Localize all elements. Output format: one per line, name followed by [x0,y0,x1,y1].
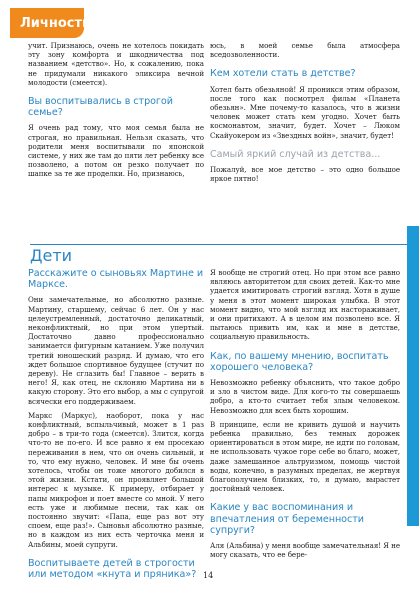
paragraph: Я вообще не строгий отец. Но при этом все равно являюсь авторитетом для своих детей. Как-то мне удается имитировать строгий взгляд. Хотя в душе у меня в этот момент широкая улыбка. В этот момент видно, что мой взгляд их настораживает, и они притихают. А в целом им позволено все. Я пытаюсь привить им, как и мне в детстве, социальную правильность. [210,268,400,342]
column-2 [210,41,400,188]
paragraph: Маркс (Маркус), наоборот, пока у нас конфликтный, вспыльчивый, может в 1 раз добро – в три-то года (смеется). Злится, когда что-то не по-его. И все равно я ем просекаю переживания в нем, что он очень сильный, и то, что ему нужно, человек. И мне бы очень хотелось, чтобы он тоже многого добился в этой жизни. Кстати, он проявляет большой интерес к музыке. К примеру, отбирает у папы микрофон и поет вместе со мной. У него есть уже и любимые песни, так как он постоянно звучит: «Папа, еще раз вот эту споем, еще раз!». Сыновья абсолютно разные, но в каждом из них есть черточка меня и Альбины, моей супруги. [28,410,204,549]
question-heading: Как, по вашему мнению, воспитать хорошего человека? [210,350,389,373]
question-heading: Самый яркий случай из детства... [210,148,381,160]
side-tab [407,226,419,526]
paragraph: Пожалуй, все мое детство – это одно большое яркое пятно! [210,165,400,184]
paragraph: В принципе, если не кривить душой и научить ребенка правильно, без темных дорожек ориентироваться в этом мире, не идти по головам, не использовать чужое горе себе во благо, может, даже замешанное альтруизмом, помощь чистой воды, конечно, в разумных пределах, не жертвуя благополучием близких, то, я думаю, вырастет достойный человек. [210,419,400,494]
column-3 [28,268,204,585]
column-4 [210,268,400,564]
section-badge-label: Личность [20,15,91,31]
paragraph: юсь, в моей семье была атмосфера вседозволенности. [210,41,400,60]
section-divider [30,244,419,245]
question-heading: Воспитываете детей в строгости или методом «кнута и пряника»? [28,557,197,581]
question-heading: Кем хотели стать в детстве? [210,68,356,80]
page-number: 14 [203,571,214,580]
question-heading: Какие у вас воспоминания и впечатления от беременности супруги? [210,502,364,536]
question-heading: Расскажите о сыновьях Мартине и Марксе. [28,268,204,291]
paragraph: Я очень рад тому, что моя семья была не строгая, но правильная. Нельзя сказать, что родители меня воспитывали по японской системе, у них же там до пяти лет ребенку все позволено, а потом он резко получает по шапке за те же проделки. Но, признаюсь, [28,123,204,179]
paragraph: Невозможно ребенку объяснить, что такое добро и зло в чистом виде. Для кого-то ты совершаешь добро, а кто-то считает тебя злым человеком. Невозможно для всех быть хорошим. [210,378,400,415]
column-1 [28,41,204,184]
paragraph: учит. Признаюсь, очень не хотелось покидать эту зону комфорта и шкодничества под названием «детство». Но, к сожалению, пока не придумали никакого эликсира вечной молодости (смеется). [28,41,204,87]
paragraph: Они замечательные, но абсолютно разные. Мартину, старшему, сейчас 6 лет. Он у нас целеустремленный, достаточно деликатный, неконфликтный, но при этом упертый. Достаточно давно профессионально занимается фигурным катанием. Уже получил третий юношеский разряд. И думаю, что его ждет большое спортивное будущее (стучит по дереву). Не сглазить бы! Главное – верить в него! Я, как отец, не склоняю Мартина ни в какую сторону. Это его выбор, а мы с супругой всячески его поддерживаем. [28,295,204,406]
question-heading: Вы воспитывались в строгой семье? [28,96,173,119]
section-title: Дети [30,246,73,265]
section-badge [10,8,91,38]
paragraph: Аля (Альбина) у меня вообще замечательная! Я не могу сказать, что ее бере- [210,541,400,560]
paragraph: Хотел быть обезьяной! Я проникся этим образом, после того как посмотрел фильм «Планета обезьян». Мне почему-то казалось, что в жизни человек может стать кем угодно. Хочет быть космонавтом, значит, будет. Хочет – Люком Скайуокером из «Звездных войн», значит, будет! [210,84,400,140]
